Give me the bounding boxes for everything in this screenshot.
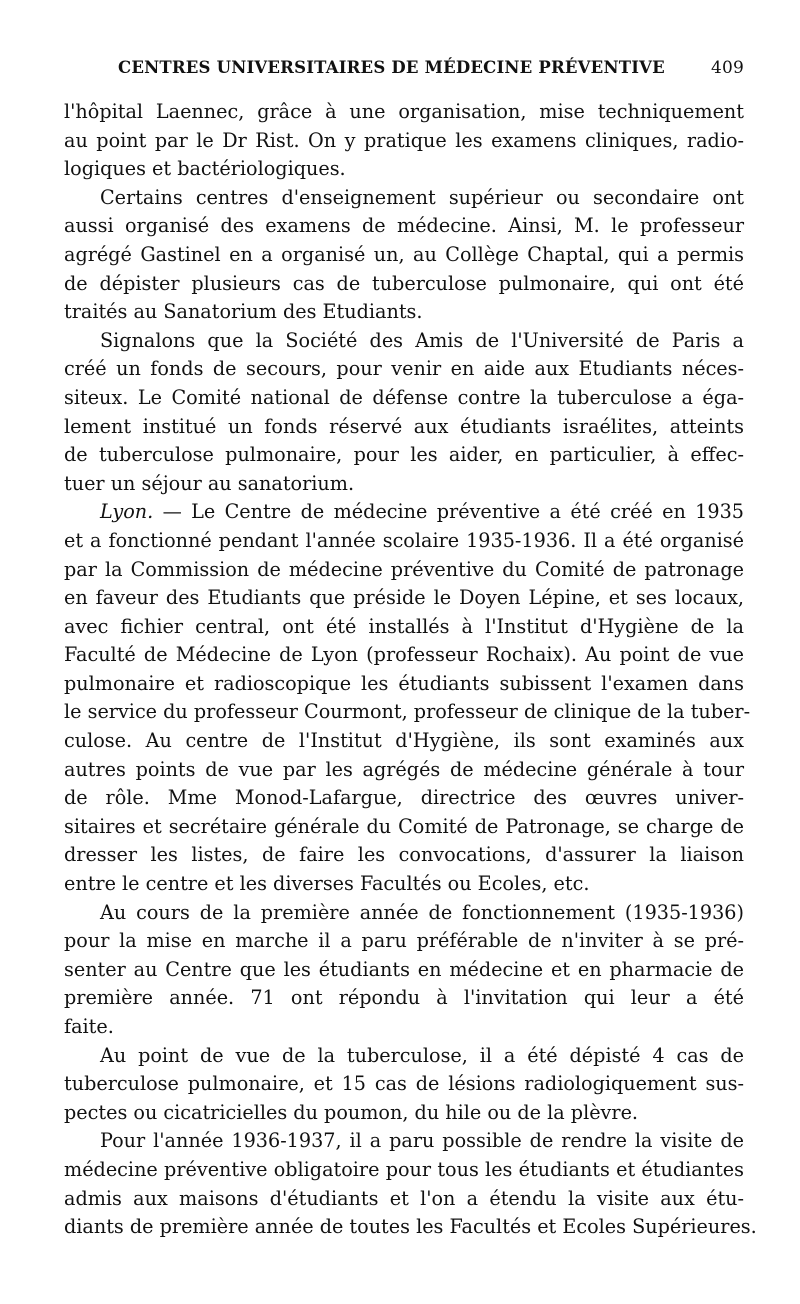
text-line: Au point de vue de la tuberculose, il a été dépisté 4 cas de: [100, 1043, 744, 1067]
paragraph: [64, 184, 744, 327]
text-line: aussi organisé des examens de médecine. Ainsi, M. le professeur: [64, 214, 744, 238]
text-line: le service du professeur Courmont, professeur de clinique de la tuber-: [64, 700, 751, 724]
text-line: de tuberculose pulmonaire, pour les aider, en particulier, à effec-: [64, 443, 744, 467]
running-header: [64, 58, 744, 78]
paragraph: [64, 1042, 744, 1128]
text-line: par la Commission de médecine préventive du Comité de patronage: [64, 557, 744, 581]
text-line: pour la mise en marche il a paru préférable de n'inviter à se pré-: [64, 929, 744, 953]
text-line: de rôle. Mme Monod-Lafargue, directrice des œuvres univer-: [64, 786, 744, 810]
text-line: siteux. Le Comité national de défense contre la tuberculose a éga-: [64, 385, 744, 409]
text-line: Pour l'année 1936-1937, il a paru possible de rendre la visite de: [100, 1129, 744, 1153]
text-line: diants de première année de toutes les Facultés et Ecoles Supérieures.: [64, 1215, 757, 1239]
text-line: dresser les listes, de faire les convocations, d'assurer la liaison: [64, 843, 744, 867]
text-line: admis aux maisons d'étudiants et l'on a étendu la visite aux étu-: [64, 1186, 744, 1210]
text-line: Certains centres d'enseignement supérieur ou secondaire ont: [100, 185, 744, 209]
document-page: [64, 58, 757, 1242]
paragraph: [64, 899, 744, 1042]
text-line: Signalons que la Société des Amis de l'Université de Paris a: [100, 328, 744, 352]
paragraph: [64, 498, 751, 898]
text-line: créé un fonds de secours, pour venir en aide aux Etudiants néces-: [64, 357, 744, 381]
text-line: l'hôpital Laennec, grâce à une organisation, mise techniquement: [64, 100, 744, 123]
text-line: première année. 71 ont répondu à l'invitation qui leur a été: [64, 986, 744, 1010]
text-line: pulmonaire et radioscopique les étudiants subissent l'examen dans: [64, 671, 744, 695]
text-line: avec fichier central, ont été installés à l'Institut d'Hygiène de la: [64, 614, 744, 638]
text-line: agrégé Gastinel en a organisé un, au Collège Chaptal, qui a permis: [64, 242, 744, 266]
text-line: au point par le Dr Rist. On y pratique les examens cliniques, radio-: [64, 128, 744, 152]
paragraph: [64, 327, 744, 499]
text-line: tuer un séjour au sanatorium.: [64, 471, 355, 495]
text-line: de dépister plusieurs cas de tuberculose pulmonaire, qui ont été: [64, 271, 744, 295]
page-number: 409: [710, 58, 744, 78]
paragraph: [64, 1127, 757, 1241]
text-line: tuberculose pulmonaire, et 15 cas de lésions radiologiquement sus-: [64, 1072, 744, 1096]
text-line: médecine préventive obligatoire pour tous les étudiants et étudiantes: [64, 1157, 744, 1181]
body-text: [64, 98, 757, 1242]
text-line: logiques et bactériologiques.: [64, 157, 346, 181]
text-line: sitaires et secrétaire générale du Comité de Patronage, se charge de: [64, 814, 744, 838]
text-line: Au cours de la première année de fonctionnement (1935-1936): [100, 900, 744, 924]
text-line: Faculté de Médecine de Lyon (professeur Rochaix). Au point de vue: [64, 643, 744, 667]
text-line: autres points de vue par les agrégés de médecine générale à tour: [64, 757, 744, 781]
text-line: senter au Centre que les étudiants en médecine et en pharmacie de: [64, 957, 744, 981]
text-line: faite.: [64, 1015, 114, 1038]
text-line: lement institué un fonds réservé aux étudiants israélites, atteints: [64, 414, 744, 438]
paragraph: [64, 98, 744, 184]
text-line: traités au Sanatorium des Etudiants.: [64, 300, 423, 324]
text-line: entre le centre et les diverses Facultés ou Ecoles, etc.: [64, 872, 590, 896]
text-line: en faveur des Etudiants que préside le Doyen Lépine, et ses locaux,: [64, 586, 744, 610]
running-title: CENTRES UNIVERSITAIRES DE MÉDECINE PRÉVENTIVE: [118, 58, 665, 77]
text-line: et a fonctionné pendant l'année scolaire 1935-1936. Il a été organisé: [64, 528, 744, 552]
text-line: culose. Au centre de l'Institut d'Hygiène, ils sont examinés aux: [64, 729, 744, 753]
section-lead: Lyon.: [100, 500, 154, 524]
text-line: pectes ou cicatricielles du poumon, du hile ou de la plèvre.: [64, 1100, 639, 1124]
text-line: Lyon. — Le Centre de médecine préventive a été créé en 1935: [100, 500, 744, 524]
